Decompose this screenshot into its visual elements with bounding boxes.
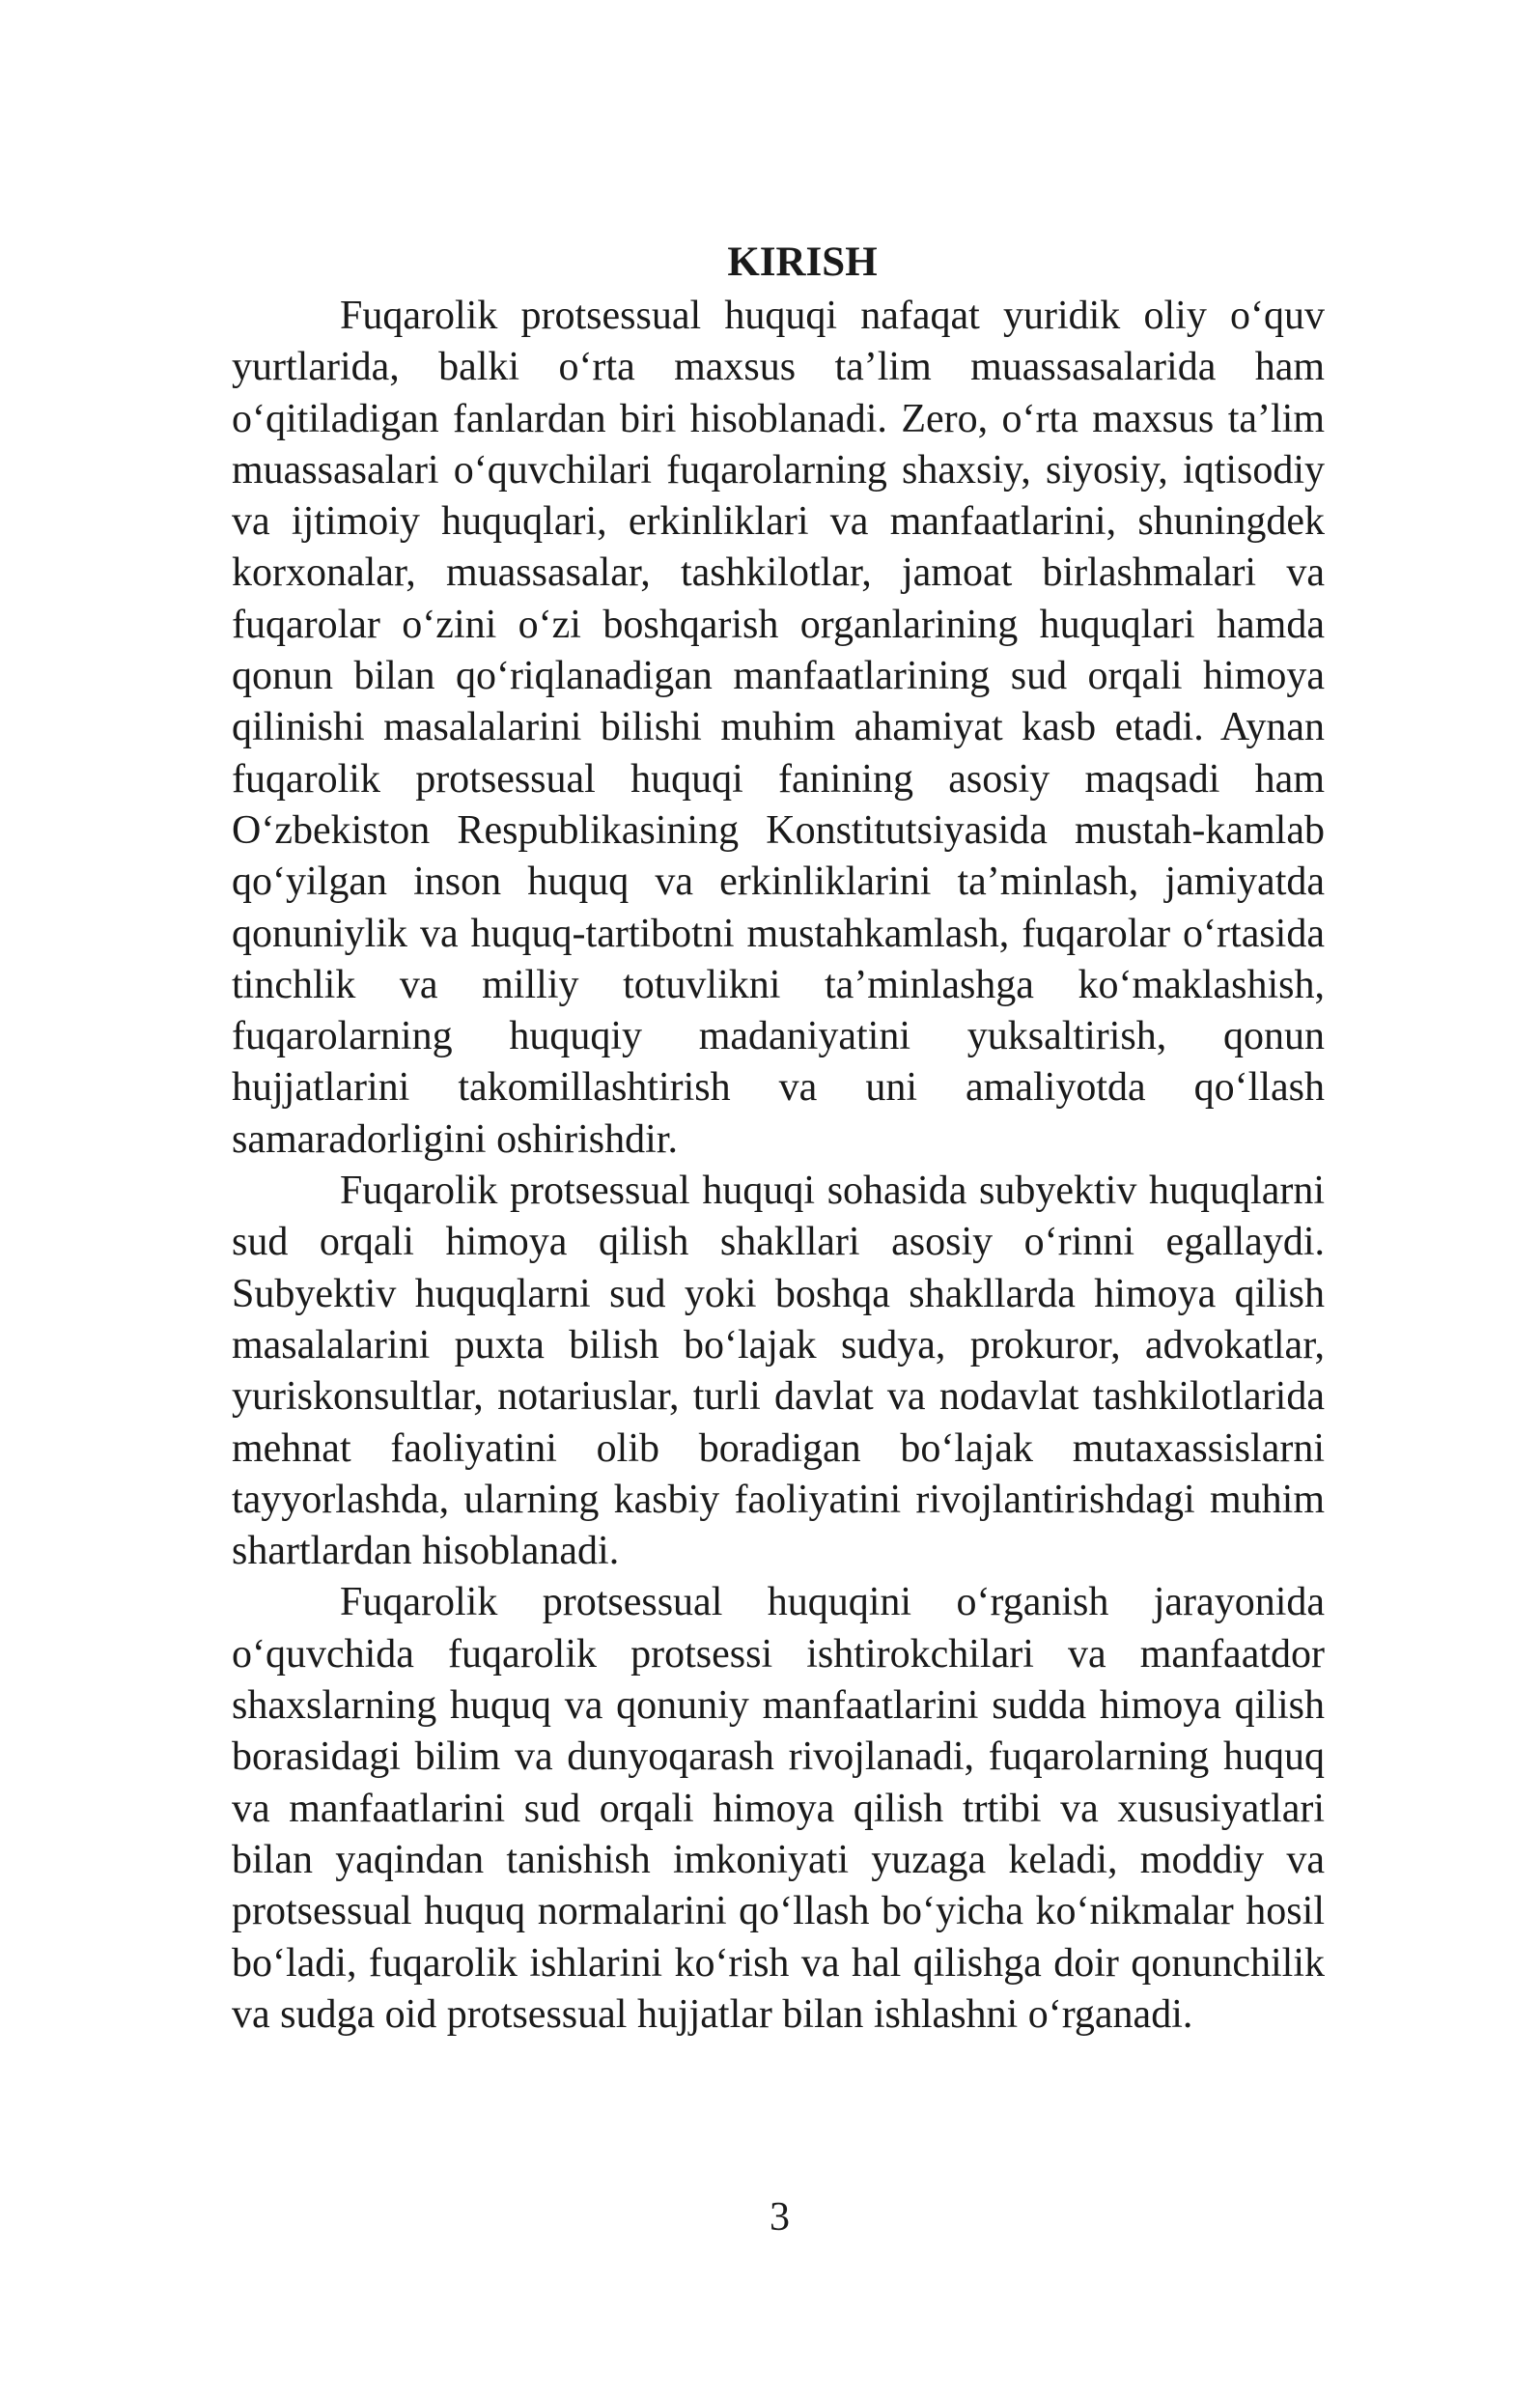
paragraph-1: Fuqarolik protsessual huquqi nafaqat yuridik oliy o‘quv yurtlarida, balki o‘rta maxsus ta’lim muassasalarida ham o‘qitiladigan fanlardan biri hisoblanadi. Zero, o‘rta maxsus ta’lim muassasalari o‘quvchilari fuqarolarning shaxsiy, siyosiy, iqtisodiy va ijtimoiy huquqlari, erkinliklari va manfaatlarini, shuningdek korxonalar, muassasalar, tashkilotlar, jamoat birlashmalari va fuqarolar o‘zini o‘zi boshqarish organlarining huquqlari hamda qonun bilan qo‘riqlanadigan manfaatlarining sud orqali himoya qilinishi masalalarini bilishi muhim ahamiyat kasb etadi. Aynan fuqarolik protsessual huquqi fanining asosiy maqsadi ham O‘zbekiston Respublikasining Konstitutsiyasida mustah-kamlab qo‘yilgan inson huquq va erkinliklarini ta’minlash, jamiyatda qonuniylik va huquq-tartibotni mustahkamlash, fuqarolar o‘rtasida tinchlik va milliy totuvlikni ta’minlashga ko‘maklashish, fuqarolarning huquqiy madaniyatini yuksaltirish, qonun hujjatlarini takomillashtirish va uni amaliyotda qo‘llash samaradorligini oshirishdir. <box>232 294 1325 1162</box>
paragraph-3: Fuqarolik protsessual huquqini o‘rganish jarayonida o‘quvchida fuqarolik protsessi ishtirokchilari va manfaatdor shaxslarning huquq va qonuniy manfaatlarini sudda himoya qilish borasidagi bilim va dunyoqarash rivojlanadi, fuqarolarning huquq va manfaatlarini sud orqali himoya qilish trtibi va xususiyatlari bilan yaqindan tanishish imkoniyati yuzaga keladi, moddiy va protsessual huquq normalarini qo‘llash bo‘yicha ko‘nikmalar hosil bo‘ladi, fuqarolik ishlarini ko‘rish va hal qilishga doir qonunchilik va sudga oid protsessual hujjatlar bilan ishlashni o‘rganadi. <box>232 1580 1325 2037</box>
paragraph-2: Fuqarolik protsessual huquqi sohasida subyektiv huquqlarni sud orqali himoya qilish shakllari asosiy o‘rinni egallaydi. Subyektiv huquqlarni sud yoki boshqa shakllarda himoya qilish masalalarini puxta bilish bo‘lajak sudya, prokuror, advokatlar, yuriskonsultlar, notariuslar, turli davlat va nodavlat tashkilotlarida mehnat faoliyatini olib boradigan bo‘lajak mutaxassislarni tayyorlashda, ularning kasbiy faoliyatini rivojlantirishdagi muhim shartlardan hisoblanadi. <box>232 1169 1325 1574</box>
page-number: 3 <box>770 2195 790 2240</box>
page-title: KIRISH <box>727 240 878 285</box>
document-page <box>232 237 1325 2041</box>
